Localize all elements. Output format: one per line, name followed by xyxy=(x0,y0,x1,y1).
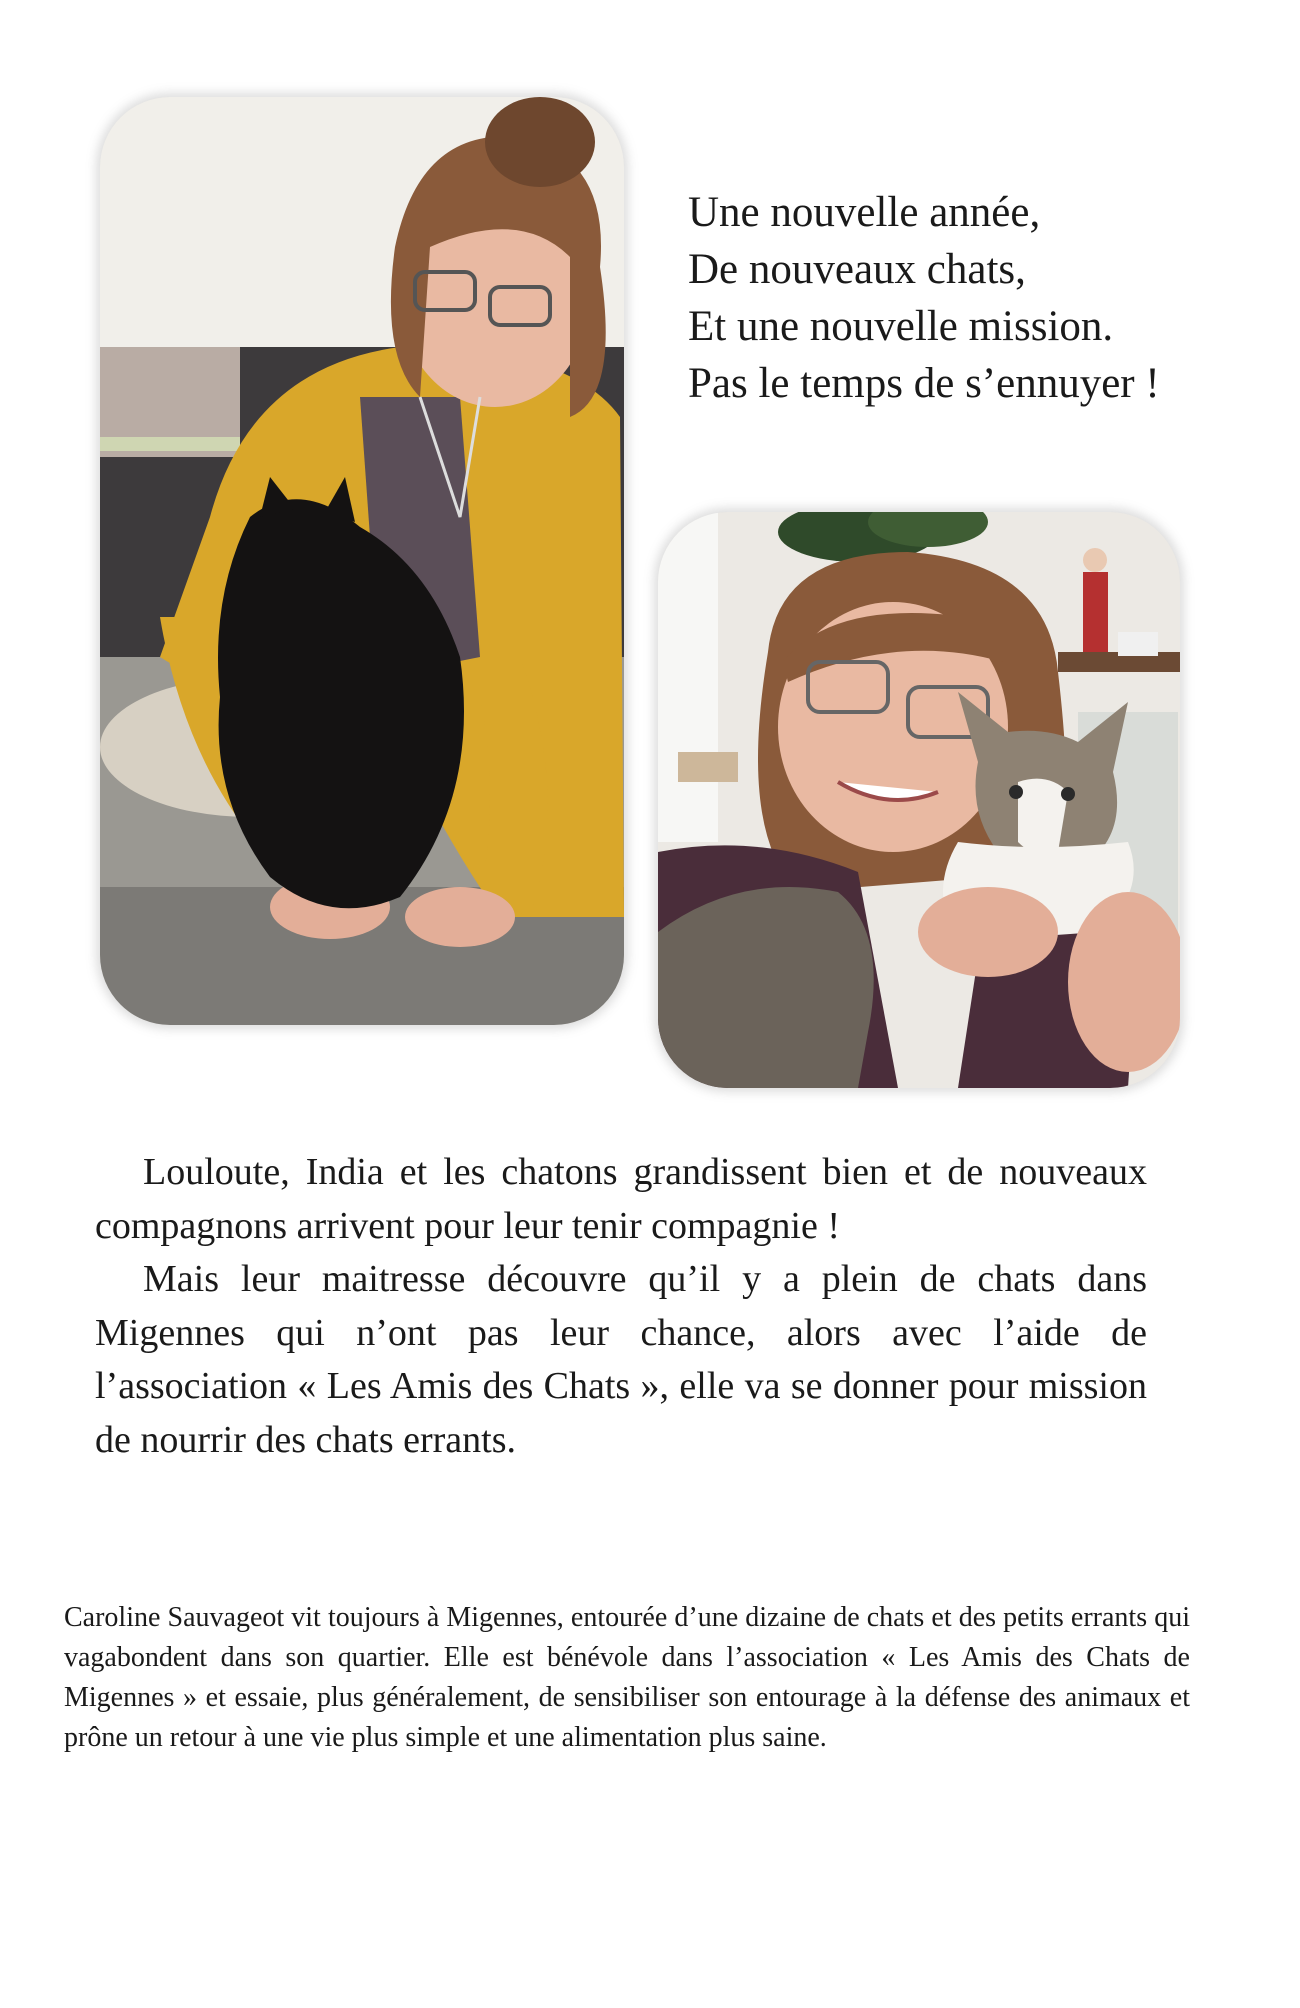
poem-line: Et une nouvelle mission. xyxy=(688,303,1114,350)
story-text xyxy=(95,1146,1147,1467)
poem xyxy=(688,184,1248,412)
photo-woman-with-kitten xyxy=(658,512,1180,1088)
story-paragraph: Louloute, India et les chatons grandissent bien et de nouveaux compagnons arrivent pour leur tenir compagnie ! xyxy=(95,1151,1147,1247)
author-bio xyxy=(64,1598,1190,1758)
author-bio-text: Caroline Sauvageot vit toujours à Migennes, entourée d’une dizaine de chats et des petits errants qui vagabondent dans son quartier. Elle est bénévole dans l’association « Les Amis des Chats de Migennes » et essaie, plus généralement, de sensibiliser son entourage à la défense des animaux et prône un retour à une vie plus simple et une alimentation plus saine. xyxy=(64,1602,1190,1753)
photo-woman-with-black-cat xyxy=(100,97,624,1025)
poem-line: Pas le temps de s’ennuyer ! xyxy=(688,360,1160,407)
story-paragraph: Mais leur maitresse découvre qu’il y a plein de chats dans Migennes qui n’ont pas leur chance, alors avec l’aide de l’association « Les Amis des Chats », elle va se donner pour mission de nourrir des chats errants. xyxy=(95,1258,1147,1461)
poem-line: De nouveaux chats, xyxy=(688,246,1026,293)
photo-woman-with-kitten-image xyxy=(658,512,1180,1088)
poem-line: Une nouvelle année, xyxy=(688,189,1041,236)
photo-woman-with-black-cat-image xyxy=(100,97,624,1025)
